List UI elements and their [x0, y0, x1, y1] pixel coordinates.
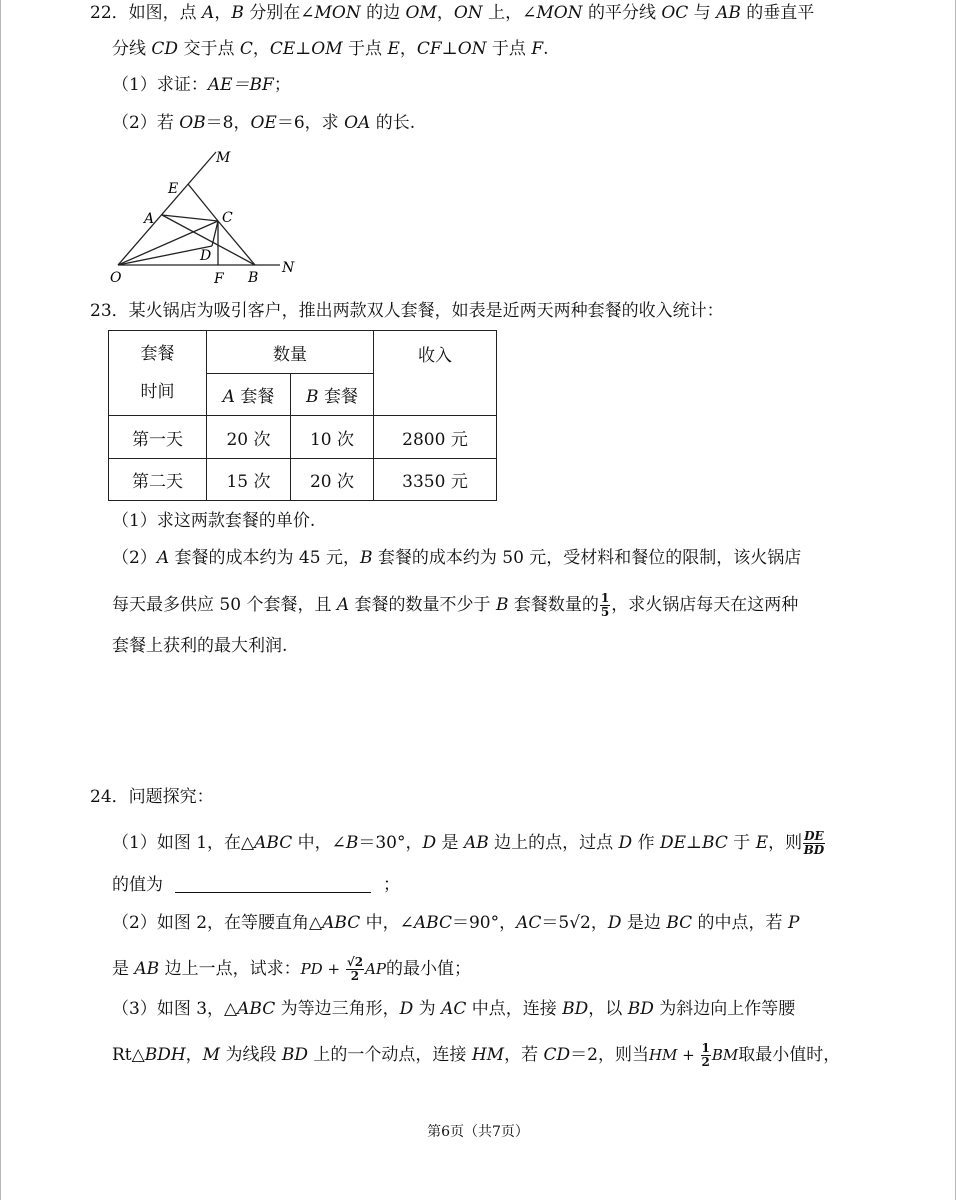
q22-sub2: （2）若 OB＝8，OE＝6，求 OA 的长.: [112, 113, 416, 133]
q24-p2-line2: 是 AB 边上一点，试求：PD + $\frac{√2}{2}$ AP的最小值；: [112, 955, 472, 983]
q24-p2-line1: （2）如图 2，在等腰直角△ABC 中，∠ABC＝90°，AC＝5√2，D 是边 BC 的中点，若 P: [112, 913, 800, 933]
segment-bc: [218, 221, 255, 265]
fraction-one-half: $\frac{1}{2}$: [701, 1041, 710, 1069]
q24-p1-line1: （1）如图 1，在△ABC 中，∠B＝30°，D 是 AB 边上的点，过点 D 作 DE⊥BC 于 E，则 $\frac{DE}{BD}$: [112, 829, 825, 857]
q23-sub1: （1）求这两款套餐的单价.: [112, 511, 316, 531]
label-m: M: [216, 150, 231, 166]
header-set-a: A 套餐: [207, 374, 291, 416]
label-o: O: [110, 270, 122, 286]
header-income: 收入: [374, 331, 497, 416]
q24-title: 24．问题探究：: [90, 787, 214, 807]
q22-sub1: （1）求证：AE＝BF；: [112, 75, 291, 95]
label-c: C: [222, 210, 233, 226]
cell-income: 2800 元: [374, 416, 497, 459]
cell-a-count: 15 次: [207, 459, 291, 501]
header-shijian: 时间: [140, 382, 175, 402]
cell-day: 第二天: [109, 459, 207, 501]
fraction-one-fifth: $\frac{1}{5}$: [600, 591, 610, 619]
q22-geometry-figure: [100, 144, 310, 286]
segment-cd: [212, 221, 218, 246]
q22-line2: 分线 CD 交于点 C，CE⊥OM 于点 E，CF⊥ON 于点 F.: [112, 39, 549, 59]
cell-b-count: 20 次: [291, 459, 374, 501]
q23-sub2-line1: （2）A 套餐的成本约为 45 元，B 套餐的成本约为 50 元，受材料和餐位的限制，该火锅店: [112, 548, 802, 568]
q23-sub2-line3: 套餐上获利的最大利润.: [112, 636, 288, 656]
q23-income-table: [108, 330, 497, 501]
q22-line1: 22．如图，点 A，B 分别在∠MON 的边 OM，ON 上，∠MON 的平分线 OC 与 AB 的垂直平: [90, 3, 815, 23]
header-quantity: 数量: [207, 331, 374, 374]
table-row: [109, 416, 497, 459]
q24-p3-line2: Rt△BDH，M 为线段 BD 上的一个动点，连接 HM，若 CD＝2，则当HM + $\frac{1}{2}$ BM取最小值时，: [112, 1041, 841, 1069]
label-n: N: [282, 260, 295, 276]
label-a: A: [144, 211, 155, 227]
label-f: F: [214, 271, 224, 286]
cell-day: 第一天: [109, 416, 207, 459]
fraction-de-over-bd: $\frac{DE}{BD}$: [803, 829, 825, 857]
label-d: D: [200, 248, 212, 264]
label-e: E: [168, 181, 179, 197]
segment-ce: [188, 184, 218, 221]
q23-intro: 23．某火锅店为吸引客户，推出两款双人套餐，如表是近两天两种套餐的收入统计：: [90, 301, 724, 321]
page-footer: 第6页（共7页）: [427, 1124, 529, 1140]
answer-blank[interactable]: [175, 892, 371, 893]
header-set-b: B 套餐: [291, 374, 374, 416]
header-taocan: 套餐: [140, 344, 175, 364]
q24-p3-line1: （3）如图 3，△ABC 为等边三角形，D 为 AC 中点，连接 BD，以 BD 为斜边向上作等腰: [112, 999, 796, 1019]
fraction-sqrt2-over-2: $\frac{√2}{2}$: [346, 955, 364, 983]
table-row: [109, 459, 497, 501]
q24-p1-line2: 的值为 ；: [112, 875, 400, 895]
cell-a-count: 20 次: [207, 416, 291, 459]
page-edge-left: [0, 0, 1, 1200]
q23-sub2-line2: 每天最多供应 50 个套餐，且 A 套餐的数量不少于 B 套餐数量的 $\frac{1}{5}$ ，求火锅店每天在这两种: [112, 591, 799, 619]
label-b: B: [248, 270, 259, 286]
header-set-time-cell: [109, 331, 207, 416]
cell-b-count: 10 次: [291, 416, 374, 459]
cell-income: 3350 元: [374, 459, 497, 501]
